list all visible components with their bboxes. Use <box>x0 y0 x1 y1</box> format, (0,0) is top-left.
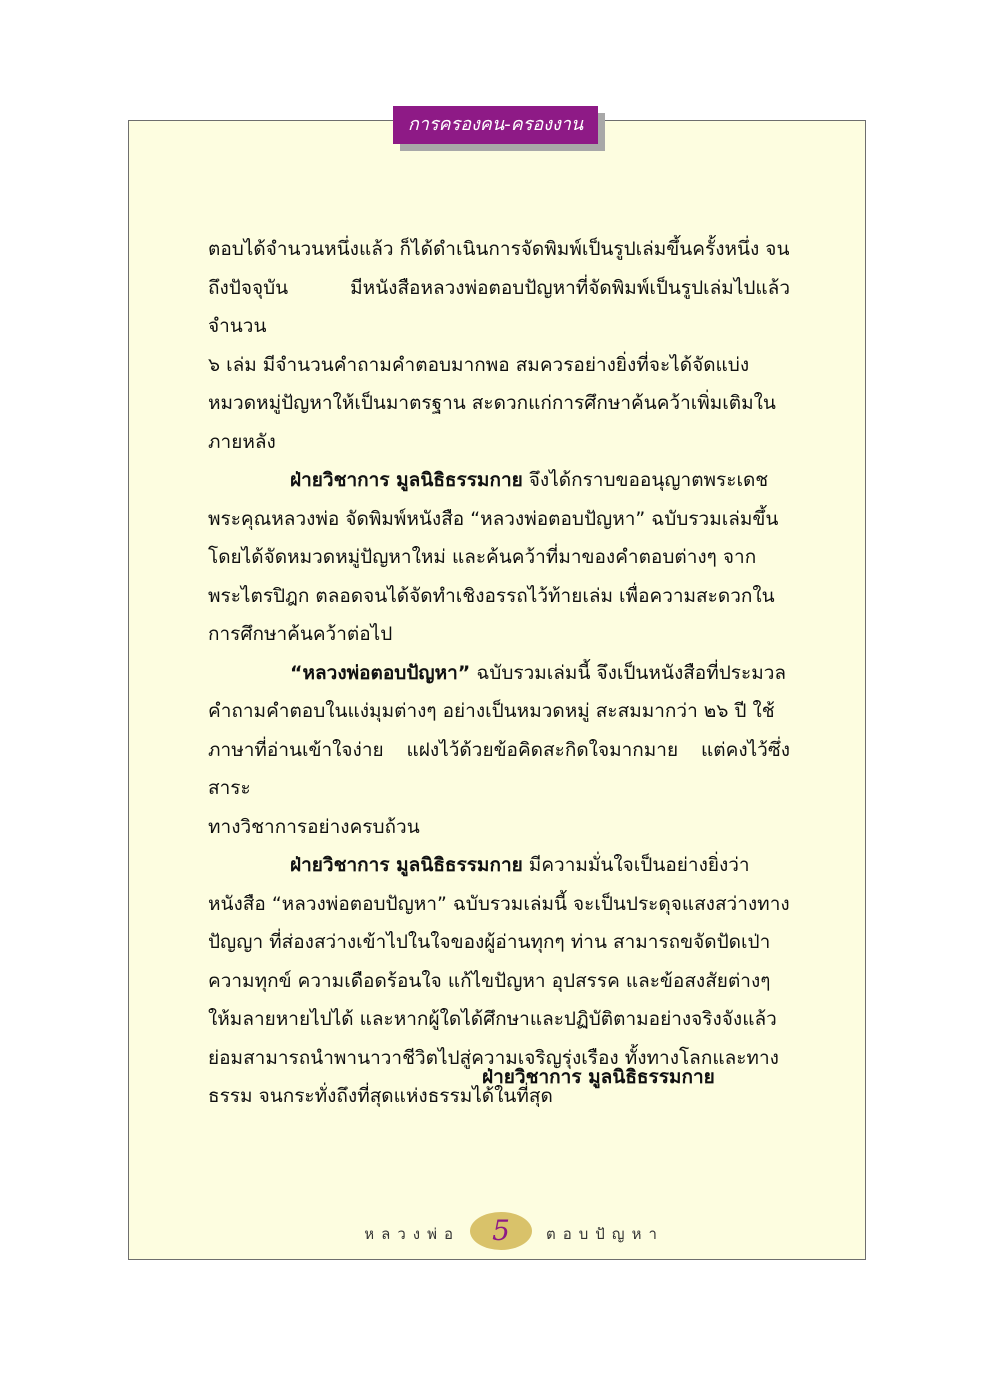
bold-lead: ฝ่ายวิชาการ มูลนิธิธรรมกาย <box>290 854 523 876</box>
paragraph-line: คำถามคำตอบในแง่มุมต่างๆ อย่างเป็นหมวดหมู่ สะสมมากว่า ๒๖ ปี ใช้ <box>208 700 775 722</box>
first-line-rest: ฉบับรวมเล่มนี้ จึงเป็นหนังสือที่ประมวล <box>470 661 787 684</box>
bold-lead: ฝ่ายวิชาการ มูลนิธิธรรมกาย <box>290 469 523 491</box>
paragraph-line: โดยได้จัดหมวดหมู่ปัญหาใหม่ และค้นคว้าที่มาของคำตอบต่างๆ จาก <box>208 546 757 568</box>
paragraph-line: หมวดหมู่ปัญหาให้เป็นมาตรฐาน สะดวกแก่การศึกษาค้นคว้าเพิ่มเติมใน <box>208 392 776 414</box>
page-number: 5 <box>492 1214 510 1247</box>
paragraph-line: ทางวิชาการอย่างครบถ้วน <box>208 815 420 838</box>
paragraph-first-line <box>208 654 790 693</box>
paragraph-line: ถึงปัจจุบัน มีหนังสือหลวงพ่อตอบปัญหาที่จัดพิมพ์เป็นรูปเล่มไปแล้วจำนวน <box>208 276 790 337</box>
paragraph-1 <box>208 230 790 461</box>
paragraph-line: พระไตรปิฎก ตลอดจนได้จัดทำเชิงอรรถไว้ท้ายเล่ม เพื่อความสะดวกใน <box>208 584 775 607</box>
paragraph-line: ภาษาที่อ่านเข้าใจง่าย แฝงไว้ด้วยข้อคิดสะกิดใจมากมาย แต่คงไว้ซึ่งสาระ <box>208 738 790 799</box>
paragraph-line: ๖ เล่ม มีจำนวนคำถามคำตอบมากพอ สมควรอย่างยิ่งที่จะได้จัดแบ่ง <box>208 353 750 376</box>
first-line-rest: จึงได้กราบขออนุญาตพระเดช <box>522 469 769 491</box>
paragraph-line: ปัญญา ที่ส่องสว่างเข้าไปในใจของผู้อ่านทุกๆ ท่าน สามารถขจัดปัดเป่า <box>208 931 771 953</box>
bold-lead: “หลวงพ่อตอบปัญหา” <box>290 661 471 684</box>
paragraph-first-line <box>208 461 790 500</box>
paragraph-line: ตอบได้จำนวนหนึ่งแล้ว ก็ได้ดำเนินการจัดพิมพ์เป็นรูปเล่มขึ้นครั้งหนึ่ง จน <box>208 238 790 260</box>
paragraph-2 <box>208 461 790 654</box>
body-text <box>208 230 790 1116</box>
paragraph-3 <box>208 654 790 847</box>
footer-left-text: หลวงพ่อ <box>364 1225 460 1243</box>
paragraph-first-line <box>208 846 790 885</box>
paragraph-line: ความทุกข์ ความเดือดร้อนใจ แก้ไขปัญหา อุปสรรค และข้อสงสัยต่างๆ <box>208 969 771 992</box>
signature: ฝ่ายวิชาการ มูลนิธิธรรมกาย <box>482 1066 715 1088</box>
paragraph-line: หนังสือ “หลวงพ่อตอบปัญหา” ฉบับรวมเล่มนี้ จะเป็นประดุจแสงสว่างทาง <box>208 892 790 915</box>
first-line-rest: มีความมั่นใจเป็นอย่างยิ่งว่า <box>522 854 750 876</box>
paragraph-line: ให้มลายหายไปได้ และหากผู้ใดได้ศึกษาและปฏิบัติตามอย่างจริงจังแล้ว <box>208 1008 777 1030</box>
paragraph-line: ภายหลัง <box>208 430 276 453</box>
footer-right-text: ตอบปัญหา <box>546 1225 664 1243</box>
page-number-badge <box>470 1212 532 1250</box>
paragraph-line: การศึกษาค้นคว้าต่อไป <box>208 623 393 645</box>
paragraph-line: ธรรม จนกระทั่งถึงที่สุดแห่งธรรมได้ในที่สุด <box>208 1085 553 1107</box>
paragraph-line: ย่อมสามารถนำพานาวาชีวิตไปสู่ความเจริญรุ่งเรือง ทั้งทางโลกและทาง <box>208 1046 779 1069</box>
paragraph-line: พระคุณหลวงพ่อ จัดพิมพ์หนังสือ “หลวงพ่อตอบปัญหา” ฉบับรวมเล่มขึ้น <box>208 507 779 530</box>
section-title: การครองคน-ครองงาน <box>393 106 598 144</box>
